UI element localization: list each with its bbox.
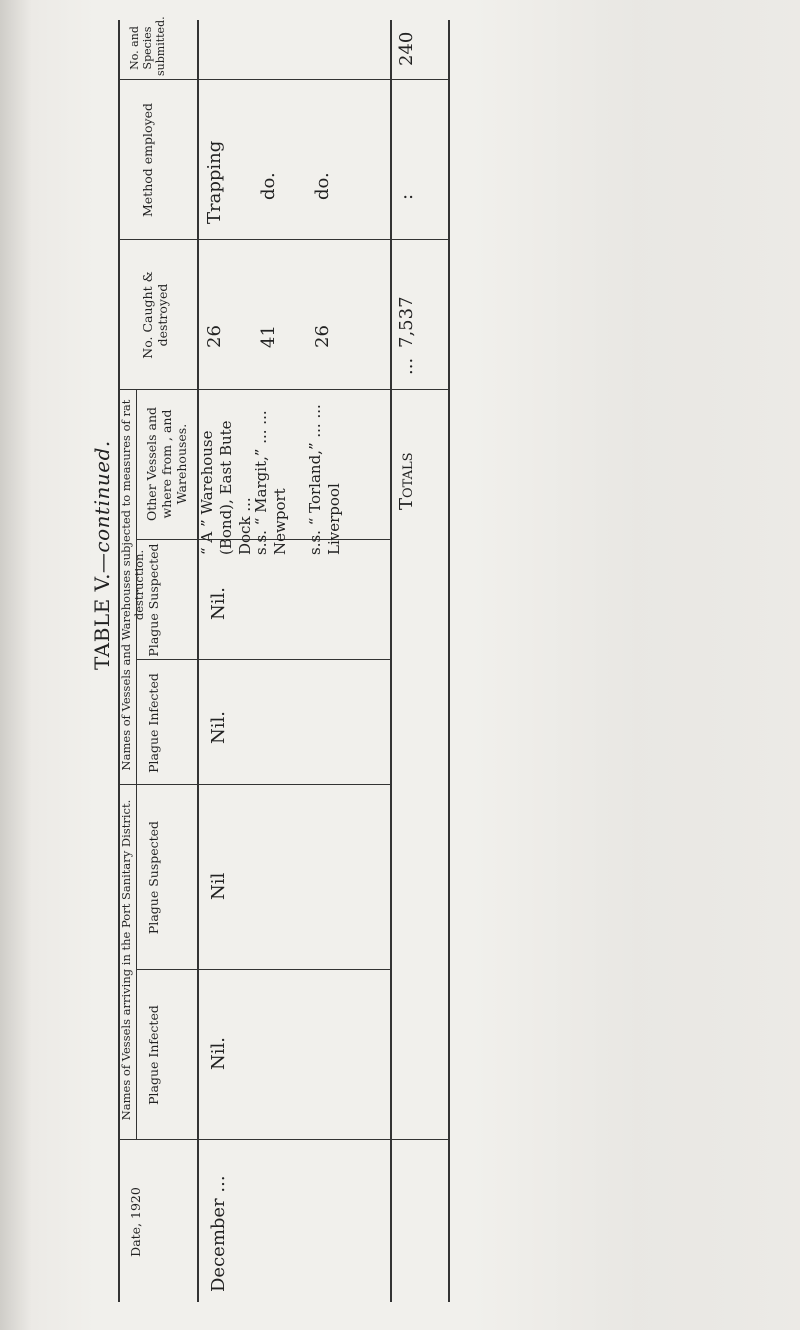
- cell-method-2: do.: [258, 172, 279, 200]
- totals-leader: ...: [396, 357, 417, 375]
- cell-dest-infected: Nil.: [208, 711, 229, 744]
- header-dest-suspected: Plague Suspected: [146, 543, 161, 657]
- header-arr-suspected: Plague Suspected: [146, 820, 161, 935]
- header-other-vessels: Other Vessels and where from , and Warehouses.: [144, 406, 189, 522]
- totals-species: 240: [396, 31, 417, 66]
- totals-caught: 7,537: [396, 296, 417, 348]
- header-method: Method employed: [140, 103, 155, 218]
- col-sep-method: [118, 239, 448, 240]
- rotated-table: [88, 16, 468, 1310]
- rule-bottom: [448, 20, 450, 1302]
- totals-label: Totals: [396, 452, 417, 510]
- rule-header-bottom: [197, 20, 199, 1302]
- cell-arr-suspected: Nil: [208, 872, 229, 900]
- bleed-through-area: [470, 0, 800, 1330]
- col-sep-arr-dest: [118, 784, 390, 785]
- header-dest-infected: Plague Infected: [146, 673, 161, 773]
- col-sep-caught: [118, 389, 448, 390]
- table-title-main: TABLE V.: [90, 573, 114, 670]
- cell-place-2: s.s. “ Margit,” ... ... Newport: [252, 410, 289, 555]
- col-sep-species: [118, 79, 448, 80]
- table-title-continued: —continued.: [90, 440, 114, 574]
- header-date: Date, 1920: [128, 1187, 143, 1257]
- header-arriving-group: Names of Vessels arriving in the Port Sanitary District.: [119, 799, 133, 1121]
- header-destruction-group: Names of Vessels and Warehouses subjected to measures of rat destruction.: [119, 399, 146, 771]
- cell-place-1: “ A ” Warehouse (Bond), East Bute Dock ...: [198, 420, 254, 555]
- header-no-caught: No. Caught & destroyed: [140, 271, 170, 359]
- cell-method-3: do.: [312, 172, 333, 200]
- col-sep-date: [118, 1139, 448, 1140]
- cell-dest-suspected: Nil.: [208, 587, 229, 620]
- col-sep-arr: [136, 969, 390, 970]
- cell-caught-1: 26: [204, 325, 225, 348]
- cell-method-1: Trapping: [204, 140, 225, 224]
- rule-arriving-group: [136, 785, 137, 1140]
- header-arr-infected: Plague Infected: [146, 1005, 161, 1105]
- cell-caught-3: 26: [312, 325, 333, 348]
- cell-arr-infected: Nil.: [208, 1037, 229, 1070]
- cell-caught-2: 41: [258, 325, 279, 348]
- cell-date: December ...: [208, 1175, 229, 1292]
- rule-totals-top: [390, 20, 392, 1302]
- table-title: [90, 440, 114, 670]
- col-sep-dest-1: [136, 659, 390, 660]
- header-species: No. and Species submitted.: [128, 16, 167, 76]
- cell-place-3: s.s. “ Torland,” ... ... Liverpool: [306, 404, 343, 555]
- totals-method-mark: :: [396, 193, 417, 200]
